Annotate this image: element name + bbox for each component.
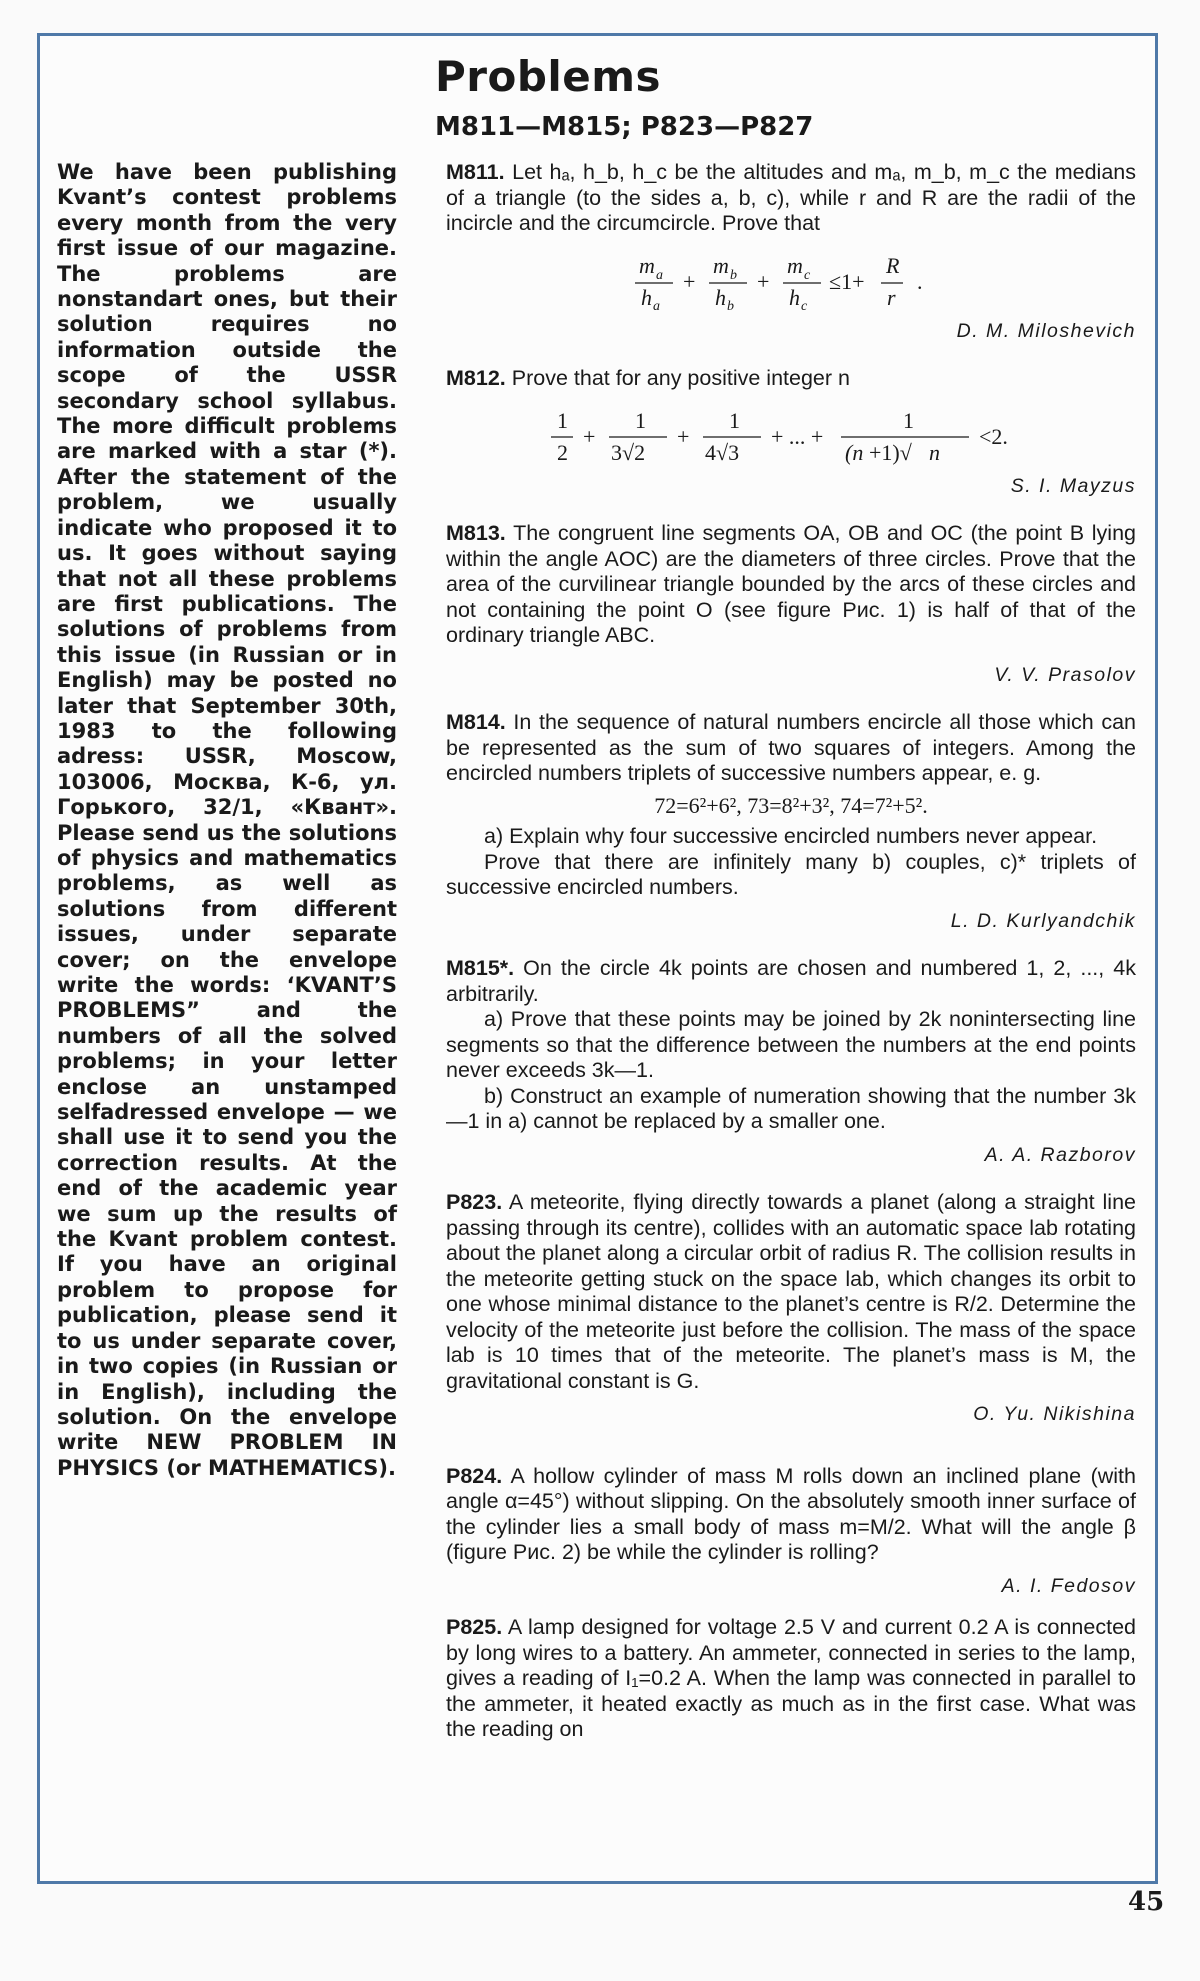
svg-text:h: h <box>641 284 652 310</box>
svg-text:3√2: 3√2 <box>611 439 646 465</box>
svg-text:r: r <box>887 284 896 310</box>
formula-m811 <box>631 249 951 311</box>
problem-author: S. I. Mayzus <box>1010 474 1136 497</box>
svg-text:m: m <box>713 252 729 278</box>
page-title: Problems <box>435 52 662 101</box>
svg-text:m: m <box>639 252 655 278</box>
page-number: 45 <box>1128 1887 1165 1917</box>
svg-text:1: 1 <box>557 407 568 433</box>
svg-text:+: + <box>583 423 596 449</box>
svg-text:a: a <box>656 267 663 283</box>
problem-author: V. V. Prasolov <box>994 663 1136 686</box>
svg-text:h: h <box>789 284 800 310</box>
problem-id: M814. <box>446 710 506 734</box>
svg-text:≤1+: ≤1+ <box>829 268 865 294</box>
problem-text: Let hₐ, h_b, h_c be the altitudes and mₐ, m_b, m_c the medians of a triangle (to the sides a, b, c), while r and R are the radii of the incircle and the circumcircle. Prove that <box>446 160 1136 235</box>
svg-text:h: h <box>715 284 726 310</box>
svg-text:n: n <box>929 439 940 465</box>
problem-author: D. M. Miloshevich <box>956 319 1136 342</box>
svg-text:.: . <box>917 268 923 294</box>
problem-p825 <box>446 1615 1136 1743</box>
problem-id: P823. <box>446 1190 503 1214</box>
problem-text: A hollow cylinder of mass M rolls down an inclined plane (with angle α=45°) without slipping. On the absolutely smooth inner surface of the cylinder lies a small body of mass m=M/2. What will the angle β (figure Рис. 2) be while the cylinder is rolling? <box>446 1463 1136 1564</box>
problem-text: On the circle 4k points are chosen and numbered 1, 2, ..., 4k arbitrarily. <box>446 956 1136 1006</box>
problem-text: The congruent line segments OA, OB and OC (the point B lying within the angle AOC) are the diameters of three circles. Prove that the area of the curvilinear triangle bounded by the arcs of these circles and not containing the point O (see figure Рис. 1) is half of that of the ordinary triangle ABC. <box>446 521 1137 647</box>
svg-text:a: a <box>653 298 660 311</box>
problem-part-a: a) Prove that these points may be joined by 2k nonintersecting line segments so that the difference between the numbers at the end points never exceeds 3k—1. <box>446 1007 1136 1082</box>
problem-author: A. A. Razborov <box>984 1143 1136 1166</box>
problem-m814 <box>446 710 1136 934</box>
svg-text:+: + <box>757 268 770 294</box>
formula-m814: 72=6²+6², 73=8²+3², 74=7²+5². <box>654 792 928 818</box>
intro-text: We have been publishing Kvant’s contest problems every month from the very first issue of our magazine. The problems are nonstandart ones, but their solution requires no information outside the scope of the USSR secondary school syllabus. The more difficult problems are marked with a star (*). After the statement of the problem, we usually indicate who proposed it to us. It goes without saying that not all these problems are first publications. The solutions of problems from this issue (in Russian or in English) may be posted no later that September 30th, 1983 to the following adress: USSR, Moscow, 103006, Москва, К-6, ул. Горького, 32/1, «Квант». Please send us the solutions of physics and mathematics problems, as well as solutions from different issues, under separate cover; on the envelope write the words: ‘KVANT’S PROBLEMS” and the numbers of all the solved problems; in your letter enclose an unstamped selfadressed envelope — we shall use it to send you the correction results. At the end of the academic year we sum up the results of the Kvant problem contest. If you have an original problem to propose for publication, please send it to us under separate cover, in two copies (in Russian or in English), including the solution. On the envelope write NEW PROBLEM IN PHYSICS (or MATHEMATICS). <box>57 160 397 1480</box>
svg-text:m: m <box>787 252 803 278</box>
svg-text:b: b <box>727 298 734 311</box>
problem-m811 <box>446 160 1136 344</box>
problems-column <box>446 160 1136 1743</box>
svg-text:+1)√: +1)√ <box>869 439 912 465</box>
problem-id: P824. <box>446 1463 503 1488</box>
problem-m813 <box>446 521 1136 688</box>
problem-p823 <box>446 1190 1136 1428</box>
problem-text: A meteorite, flying directly towards a planet (along a straight line passing through its centre), collides with an automatic space lab rotating about the planet along a circular orbit of radius R. The collision results in the meteorite getting stuck on the space lab, which changes its orbit to one whose minimal distance to the planet’s centre is R/2. Determine the velocity of the meteorite just before the collision. The mass of the space lab is 10 times that of the meteorite. The planet’s mass is M, the gravitational constant is G. <box>446 1190 1136 1393</box>
problem-part-a: a) Explain why four successive encircled numbers never appear. <box>484 824 1098 848</box>
svg-text:b: b <box>730 267 737 283</box>
problem-m815 <box>446 956 1136 1168</box>
problem-author: O. Yu. Nikishina <box>973 1403 1136 1425</box>
problem-id: P825. <box>446 1615 503 1639</box>
problem-id: M811. <box>446 160 505 184</box>
page-subtitle: M811—M815; P823—P827 <box>435 112 814 142</box>
svg-text:1: 1 <box>729 407 740 433</box>
svg-text:c: c <box>801 298 808 311</box>
svg-text:+: + <box>683 268 696 294</box>
problem-text: In the sequence of natural numbers encircle all those which can be represented as the sum of two squares of integers. Among the encircled numbers triplets of successive numbers appear, e. g. <box>446 710 1136 785</box>
problem-id: M813. <box>446 521 506 545</box>
svg-text:2: 2 <box>557 439 568 465</box>
svg-text:c: c <box>804 267 811 283</box>
svg-text:1: 1 <box>903 407 914 433</box>
problem-part-bc: Prove that there are infinitely many b) couples, c)* triplets of successive encircled numbers. <box>446 849 1136 899</box>
svg-text:<2.: <2. <box>979 423 1008 449</box>
svg-text:+ ... +: + ... + <box>771 423 824 449</box>
problem-text: Prove that for any positive integer n <box>511 366 850 390</box>
problem-author: A. I. Fedosov <box>1001 1574 1136 1597</box>
problem-author: L. D. Kurlyandchik <box>950 909 1136 932</box>
svg-text:R: R <box>886 252 900 278</box>
svg-text:+: + <box>677 423 690 449</box>
formula-m812 <box>551 404 1031 466</box>
problem-m812 <box>446 366 1136 499</box>
problem-text: A lamp designed for voltage 2.5 V and current 0.2 A is connected by long wires to a battery. An ammeter, connected in series to the lamp, gives a reading of I₁=0.2 A. When the lamp was connected in parallel to the ammeter, it heated exactly as much as in the first case. What was the reading on <box>446 1615 1136 1741</box>
svg-text:(n: (n <box>845 439 864 465</box>
problem-part-b: b) Construct an example of numeration showing that the number 3k—1 in a) cannot be replaced by a smaller one. <box>446 1083 1136 1133</box>
problem-id: M815*. <box>446 956 515 980</box>
svg-text:4√3: 4√3 <box>705 439 740 465</box>
problem-p824 <box>446 1464 1136 1600</box>
problem-id: M812. <box>446 366 506 390</box>
svg-text:1: 1 <box>635 407 646 433</box>
